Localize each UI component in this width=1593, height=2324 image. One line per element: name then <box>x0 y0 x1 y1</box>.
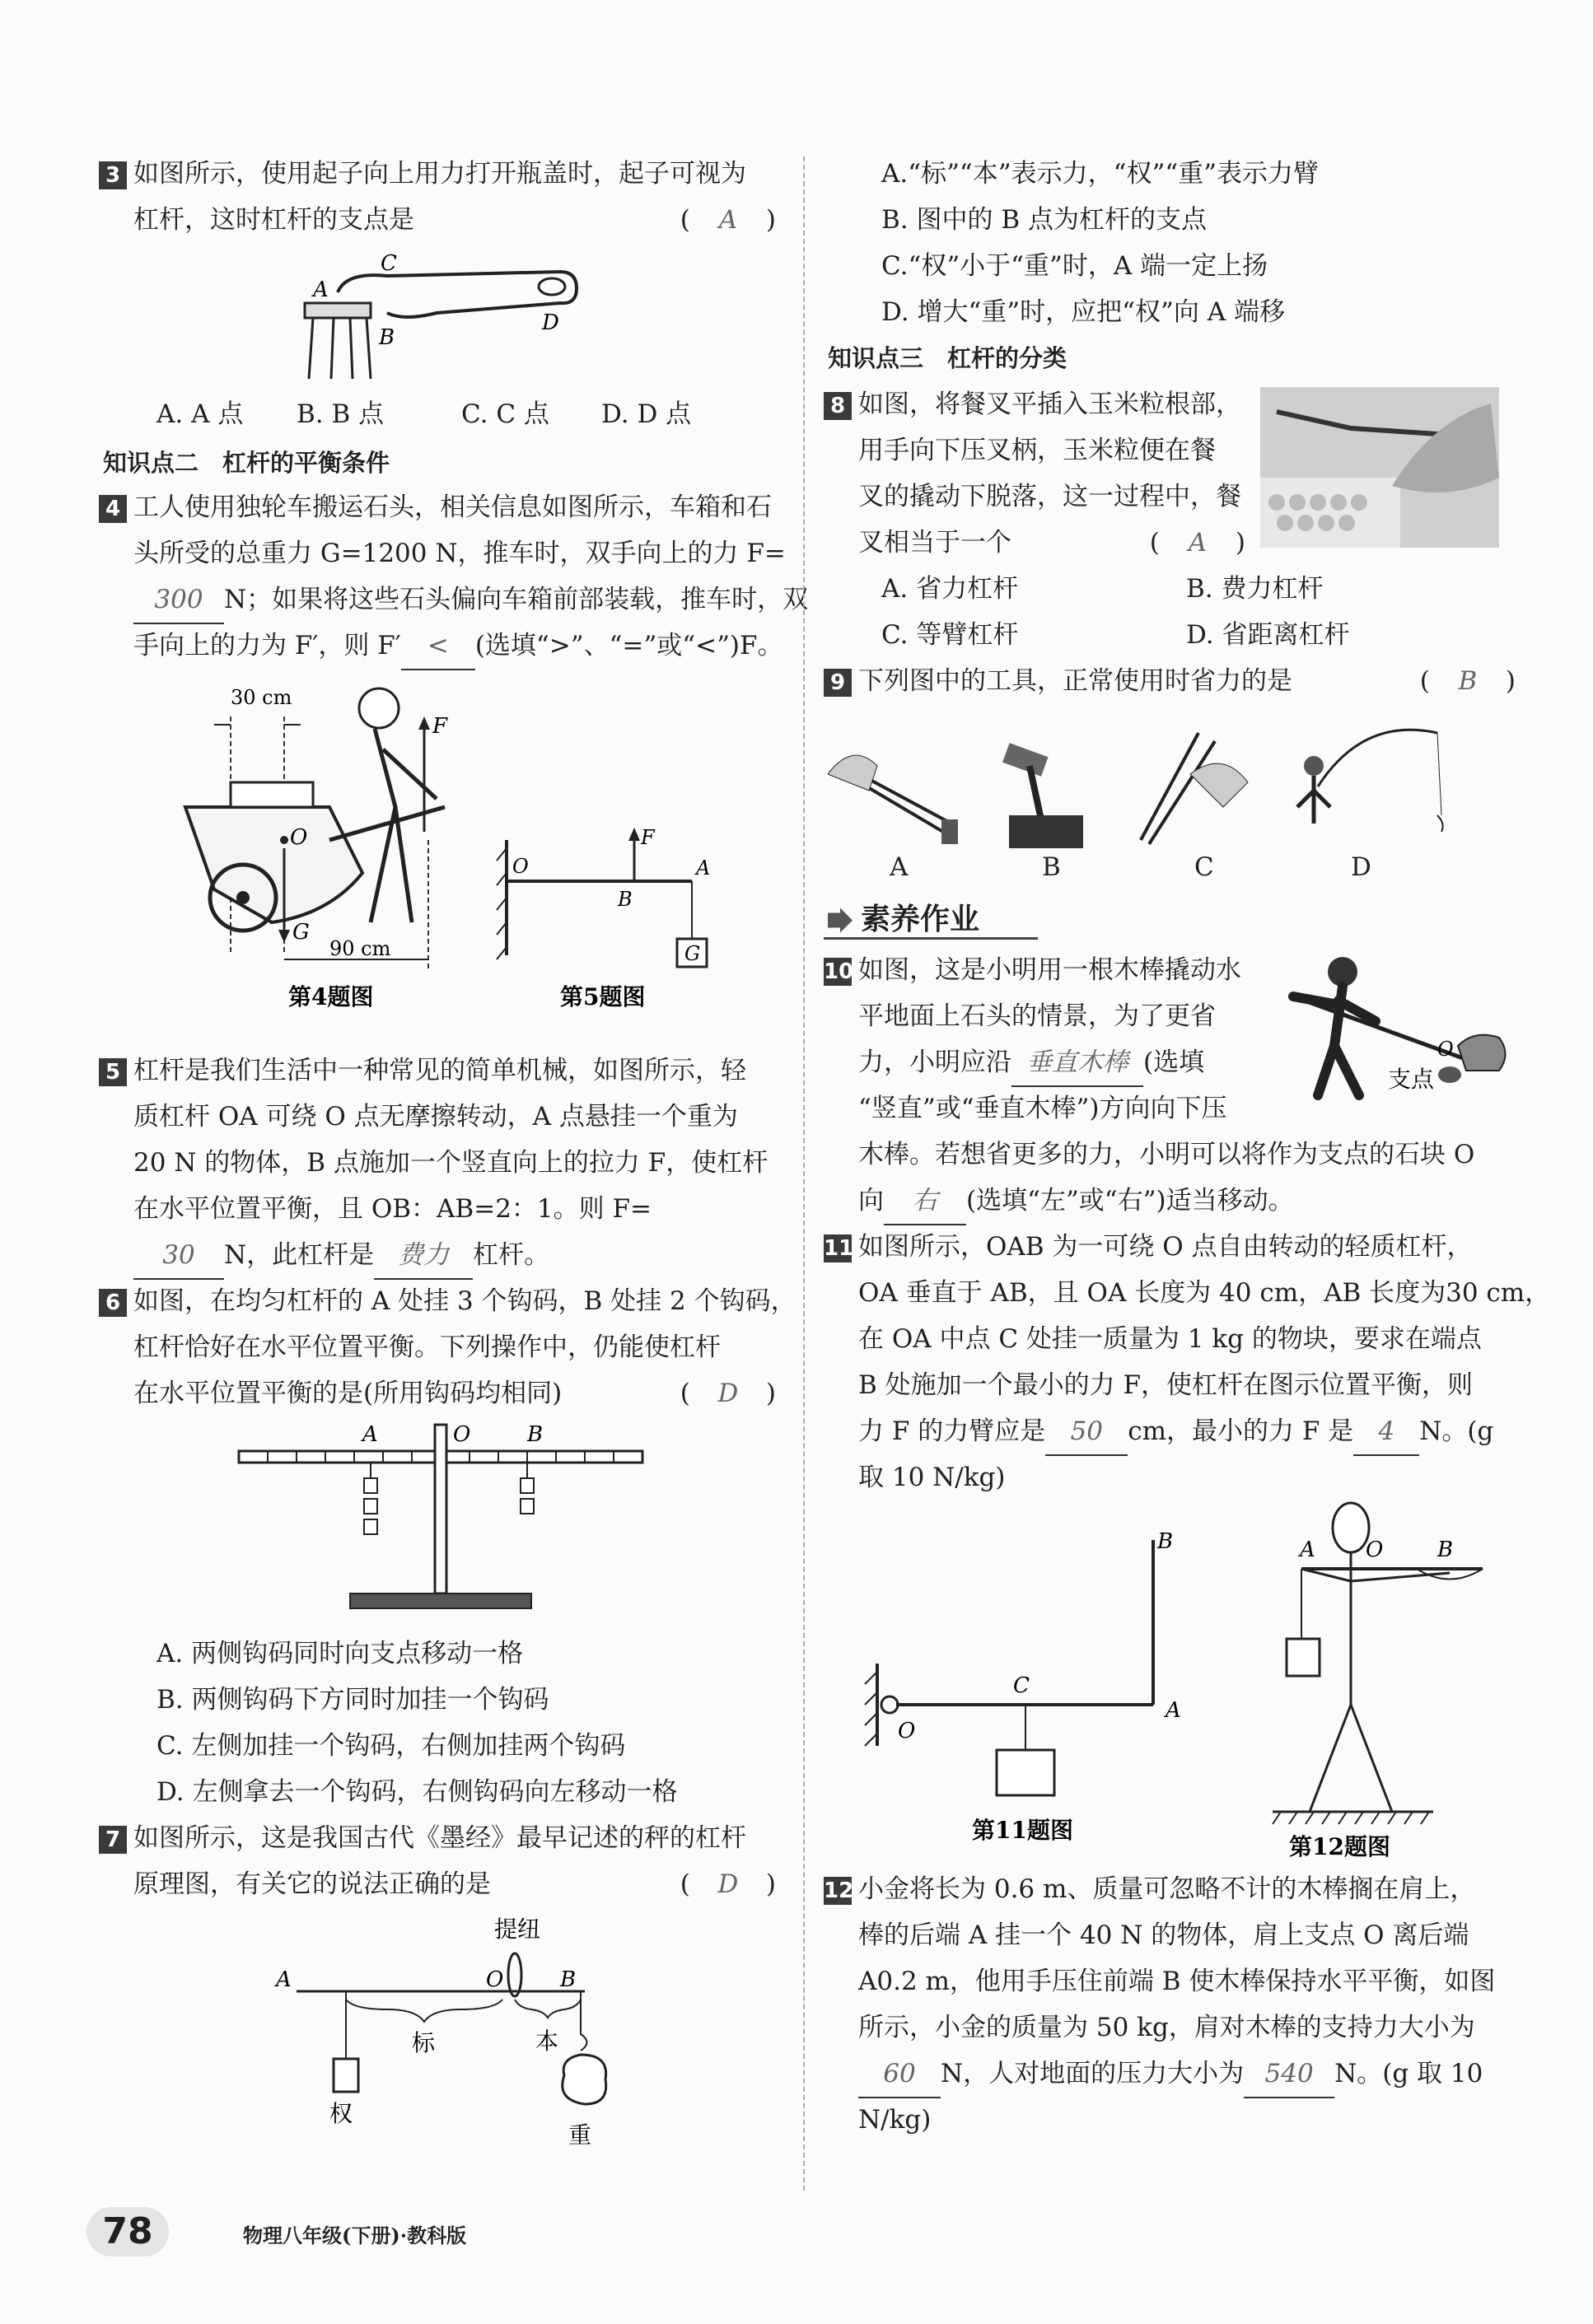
q10-blank-1: 垂直木棒 <box>1011 1039 1143 1087</box>
q5-line5: 30 N，此杠杆是 费力 杠杆。 <box>133 1232 549 1280</box>
q8-answer-bracket: ( A ) <box>1150 520 1245 566</box>
q11-blank-1: 50 <box>1045 1408 1128 1456</box>
q3-label-B: B <box>379 325 395 350</box>
stones <box>231 782 313 807</box>
q7-figure-steelyard <box>264 1911 626 2158</box>
q3-number: 3 <box>99 161 127 189</box>
q6-figure-balance <box>231 1416 659 1622</box>
q11-line6: 取 10 N/kg) <box>858 1463 1006 1492</box>
q7-answer-bracket: ( D ) <box>680 1861 776 1907</box>
worker-head <box>359 688 399 728</box>
q3-line2: 杠杆，这时杠杆的支点是 ( A ) <box>133 197 776 243</box>
block-1kg <box>997 1750 1054 1795</box>
q7-label-quan: 权 <box>329 2100 353 2127</box>
q5-line3: 20 N 的物体，B 点施加一个竖直向上的拉力 F，使杠杆 <box>133 1148 768 1178</box>
q12-blank-2: 540 <box>1244 2051 1334 2098</box>
q3-line1: 3 如图所示，使用起子向上用力打开瓶盖时，起子可视为 <box>99 151 746 197</box>
arrow-icon <box>828 908 853 933</box>
q12-label-B: B <box>1437 1538 1454 1562</box>
q4-line3: 300 N；如果将这些石头偏向车箱前部装载，推车时，双 <box>133 576 808 624</box>
q4-blank-2: < <box>401 623 475 670</box>
q9-label-a: A <box>890 852 909 882</box>
q7-option-a: A.“标”“本”表示力，“权”“重”表示力臂 <box>881 159 1320 189</box>
q11-figure-lever <box>857 1532 1203 1861</box>
q10-line5: 木棒。若想省更多的力，小明可以将作为支点的石块 O <box>858 1140 1475 1169</box>
q10-blank-2: 右 <box>884 1178 966 1225</box>
q7-label-tiniu: 提纽 <box>494 1916 541 1943</box>
q10-line4: “竖直”或“垂直木棒”)方向向下压 <box>858 1094 1227 1123</box>
q11-line1: 11 如图所示，OAB 为一可绕 O 点自由转动的轻质杠杆， <box>824 1232 1473 1262</box>
q5-label-O: O <box>512 855 529 878</box>
q10-label-O: O <box>1437 1038 1454 1061</box>
q10-line3: 力，小明应沿 垂直木棒 (选填 <box>858 1039 1204 1087</box>
q5-label-A: A <box>696 856 711 880</box>
q12-caption: 第12题图 <box>1289 1833 1390 1860</box>
q5-label-B: B <box>618 888 633 911</box>
q12-figure-person <box>1268 1491 1507 1861</box>
q11-label-B: B <box>1157 1532 1174 1554</box>
pivot-O <box>881 1696 898 1713</box>
q11-line4: B 处施加一个最小的力 F，使杠杆在图示位置平衡，则 <box>858 1370 1473 1400</box>
q7-option-c: C.“权”小于“重”时，A 端一定上扬 <box>881 251 1268 281</box>
q3-figure-opener <box>288 247 601 387</box>
q7-label-A: A <box>276 1967 292 1992</box>
q3-option-a: A. A 点 <box>156 399 244 429</box>
q11-label-O: O <box>898 1719 916 1743</box>
q7-line1: 7 如图所示，这是我国古代《墨经》最早记述的秤的杠杆 <box>99 1815 746 1861</box>
q6-answer-bracket: ( D ) <box>680 1370 776 1416</box>
q8-line1: 8 如图，将餐叉平插入玉米粒根部， <box>824 381 1241 427</box>
q8-number: 8 <box>824 392 852 420</box>
q6-label-B: B <box>527 1422 544 1447</box>
q6-option-a: A. 两侧钩码同时向支点移动一格 <box>156 1639 524 1668</box>
q11-number: 11 <box>824 1235 854 1261</box>
q9-line1: 9 下列图中的工具，正常使用时省力的是 ( B ) <box>824 658 1516 704</box>
hanging-object <box>1287 1639 1320 1676</box>
q12-line5: 60 N，人对地面的压力大小为 540 N。(g 取 10 <box>858 2051 1483 2098</box>
rock <box>1458 1035 1506 1071</box>
q5-line1: 5 杠杆是我们生活中一种常见的简单机械，如图所示，轻 <box>99 1048 746 1094</box>
section-heading-2: 知识点二 杠杆的平衡条件 <box>103 449 390 477</box>
q5-line2: 质杠杆 OA 可绕 O 点无摩擦转动，A 点悬挂一个重为 <box>133 1102 738 1132</box>
q4-dim-30cm: 30 cm <box>231 686 292 709</box>
q7-option-d: D. 增大“重”时，应把“权”向 A 端移 <box>881 297 1285 327</box>
q5-figure-lever <box>494 815 741 1021</box>
q5-label-F: F <box>641 826 655 849</box>
q8-options-row1 <box>881 566 1324 612</box>
hooks-right <box>521 1463 534 1514</box>
opener-body <box>338 272 577 317</box>
balance-stand <box>435 1425 446 1594</box>
q8-option-d: D. 省距离杠杆 <box>1186 620 1350 650</box>
q12-line3: A0.2 m，他用手压住前端 B 使木棒保持水平平衡，如图 <box>858 1967 1496 1996</box>
q6-number: 6 <box>99 1289 127 1317</box>
fulcrum-stone <box>1438 1066 1461 1083</box>
q10-number: 10 <box>824 959 854 984</box>
q7-number: 7 <box>99 1826 127 1854</box>
q10-label-zhidian: 支点 <box>1388 1066 1435 1093</box>
q4-dim-90cm: 90 cm <box>329 937 391 960</box>
q8-option-c: C. 等臂杠杆 <box>881 620 1019 650</box>
heavy-object <box>563 2055 606 2104</box>
q11-line3: 在 OA 中点 C 处挂一质量为 1 kg 的物块，要求在端点 <box>858 1324 1482 1354</box>
q8-option-a: A. 省力杠杆 <box>881 574 1019 604</box>
q4-blank-1: 300 <box>133 576 224 624</box>
q9-answer: B <box>1458 666 1478 696</box>
lift-cord <box>508 1953 521 1996</box>
q7-option-b: B. 图中的 B 点为杠杆的支点 <box>881 205 1207 235</box>
q4-figure-wheelbarrow <box>165 675 478 1021</box>
q10-line2: 平地面上石头的情景，为了更省 <box>858 1001 1216 1031</box>
brace-biao <box>346 2000 502 2022</box>
q10-line6: 向 右 (选填“左”或“右”)适当移动。 <box>858 1178 1294 1225</box>
homework-title: 素养作业 <box>861 903 980 936</box>
page-number: 78 <box>102 2210 153 2252</box>
q8-options-row2 <box>881 612 1349 658</box>
q7-label-ben: 本 <box>535 2028 559 2055</box>
tool-a-tongs <box>828 755 958 844</box>
q8-line3: 叉的撬动下脱落，这一过程中，餐 <box>858 482 1241 511</box>
q5-line4: 在水平位置平衡，且 OB：AB=2：1。则 F= <box>133 1194 652 1224</box>
hooks-left <box>364 1463 377 1534</box>
q12-line4: 所示，小金的质量为 50 kg，肩对木棒的支持力大小为 <box>858 2013 1475 2042</box>
section-heading-3: 知识点三 杠杆的分类 <box>828 344 1067 372</box>
q5-label-G: G <box>684 942 701 965</box>
q7-answer: D <box>717 1869 739 1899</box>
q5-caption: 第5题图 <box>560 983 646 1010</box>
q3-label-D: D <box>542 310 559 335</box>
homework-banner <box>824 896 1038 940</box>
q9-labels <box>890 844 1371 890</box>
q3-answer-bracket: ( A ) <box>680 197 776 243</box>
q6-option-d: D. 左侧拿去一个钩码，右侧钩码向左移动一格 <box>156 1777 678 1807</box>
q3-options <box>156 391 691 437</box>
footer-book-title: 物理八年级(下册)·教科版 <box>243 2224 467 2247</box>
q7-line2: 原理图，有关它的说法正确的是 ( D ) <box>133 1861 776 1907</box>
q9-answer-bracket: ( B ) <box>1420 658 1516 704</box>
brace-ben <box>515 2000 581 2018</box>
q11-caption: 第11题图 <box>972 1817 1073 1844</box>
q7-label-O: O <box>486 1967 504 1992</box>
barrow-handle <box>329 807 445 840</box>
page-number-badge <box>86 2207 169 2256</box>
q12-line1: 12 小金将长为 0.6 m、质量可忽略不计的木棒搁在肩上， <box>824 1874 1476 1904</box>
q6-answer: D <box>717 1379 739 1408</box>
tool-b-hammer <box>1002 743 1083 848</box>
bottle-cap <box>305 303 371 318</box>
q11-label-C: C <box>1013 1673 1030 1698</box>
q6-option-b: B. 两侧钩码下方同时加挂一个钩码 <box>156 1685 549 1715</box>
q3-label-C: C <box>381 251 397 276</box>
q8-line4: 叉相当于一个 ( A ) <box>858 520 1245 566</box>
q8-photo-fork-corn <box>1260 387 1499 548</box>
q11-line5: 力 F 的力臂应是 50 cm，最小的力 F 是 4 N。(g <box>858 1408 1493 1456</box>
q10-line1: 10 如图，这是小明用一根木棒撬动水 <box>824 955 1241 985</box>
q4-label-F: F <box>432 714 448 739</box>
corn <box>1260 478 1400 548</box>
q3-option-c: C. C 点 <box>461 399 549 429</box>
q9-label-d: D <box>1351 852 1371 882</box>
q11-line2: OA 垂直于 AB，且 OA 长度为 40 cm，AB 长度为30 cm， <box>858 1278 1551 1308</box>
q6-line2: 杠杆恰好在水平位置平衡。下列操作中，仍能使杠杆 <box>133 1332 721 1362</box>
q12-line6: N/kg) <box>858 2105 932 2135</box>
q9-label-b: B <box>1042 852 1061 882</box>
q3-option-d: D. D 点 <box>601 399 692 429</box>
tool-d-fishing-rod <box>1297 730 1443 832</box>
q12-label-A: A <box>1300 1538 1315 1562</box>
q9-label-c: C <box>1194 852 1214 882</box>
tool-c-chopsticks <box>1141 733 1248 844</box>
q4-caption: 第4题图 <box>288 983 374 1010</box>
q5-number: 5 <box>99 1058 127 1086</box>
q8-option-b: B. 费力杠杆 <box>1186 574 1324 604</box>
q4-line4: 手向上的力为 F′，则 F′ < (选填“>”、“=”或“<”)F。 <box>133 623 783 670</box>
column-divider <box>803 156 805 2191</box>
counterweight <box>334 2059 358 2092</box>
q7-label-B: B <box>560 1967 577 1992</box>
q4-label-O: O <box>290 825 308 850</box>
q6-label-O: O <box>453 1422 471 1447</box>
q3-label-A: A <box>313 278 329 302</box>
q5-blank-2: 费力 <box>374 1232 473 1280</box>
q12-blank-1: 60 <box>858 2051 941 2098</box>
q8-line2: 用手向下压叉柄，玉米粒便在餐 <box>858 436 1216 465</box>
q4-line1: 4 工人使用独轮车搬运石头，相关信息如图所示，车箱和石 <box>99 484 772 530</box>
q4-number: 4 <box>99 495 127 523</box>
bottle-neck <box>309 318 371 379</box>
q6-label-A: A <box>362 1422 378 1447</box>
q12-line2: 棒的后端 A 挂一个 40 N 的物体，肩上支点 O 离后端 <box>858 1920 1469 1950</box>
q11-label-A: A <box>1166 1698 1181 1723</box>
q6-line1: 6 如图，在均匀杠杆的 A 处挂 3 个钩码，B 处挂 2 个钩码， <box>99 1278 796 1324</box>
q6-line3: 在水平位置平衡的是(所用钩码均相同) ( D ) <box>133 1370 776 1416</box>
q10-figure-crowbar <box>1268 947 1507 1112</box>
q7-label-zhong: 重 <box>568 2121 592 2149</box>
person-stick <box>1301 1552 1450 1812</box>
q4-label-G: G <box>292 920 310 945</box>
q7-label-biao: 标 <box>412 2029 436 2056</box>
q12-number: 12 <box>824 1878 854 1903</box>
q3-answer: A <box>718 205 738 235</box>
q6-option-c: C. 左侧加挂一个钩码，右侧加挂两个钩码 <box>156 1731 626 1761</box>
q5-blank-1: 30 <box>133 1232 224 1280</box>
q4-line2: 头所受的总重力 G=1200 N，推车时，双手向上的力 F= <box>133 539 786 568</box>
balance-base <box>350 1594 531 1608</box>
q11-blank-2: 4 <box>1353 1408 1419 1456</box>
q3-option-b: B. B 点 <box>297 399 385 429</box>
person-head <box>1333 1503 1369 1552</box>
q12-label-O: O <box>1366 1538 1384 1562</box>
q9-number: 9 <box>824 669 852 697</box>
opener-hole <box>539 278 565 295</box>
q8-answer: A <box>1188 528 1208 558</box>
